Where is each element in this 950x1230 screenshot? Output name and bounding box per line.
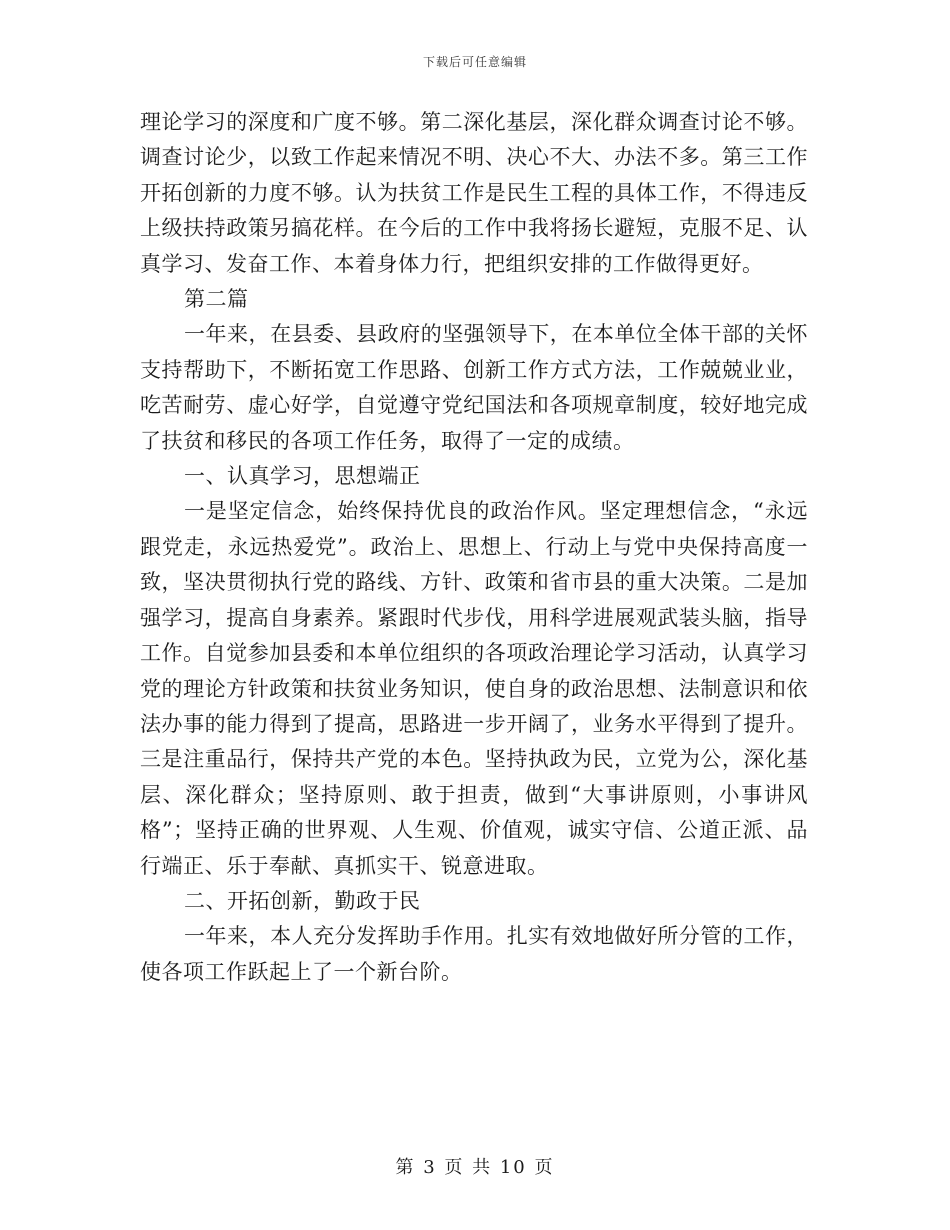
heading-innovation: 二、开拓创新，勤政于民	[184, 888, 421, 913]
section-title-part-two: 第二篇	[184, 287, 249, 312]
page-footer: 第 3 页 共 10 页	[395, 1157, 555, 1178]
paragraph-intro: 一年来，在县委、县政府的坚强领导下，在本单位全体干部的关怀支持帮助下，不断拓宽工作思路、创新工作方式方法，工作兢兢业业，吃苦耐劳、虚心好学，自觉遵守党纪国法和各项规章制度，较好地完成了扶贫和移民的各项工作任务，取得了一定的成绩。	[140, 322, 808, 453]
paragraph-study: 一是坚定信念，始终保持优良的政治作风。坚定理想信念，“永远跟党走，永远热爱党”。政治上、思想上、行动上与党中央保持高度一致，坚决贯彻执行党的路线、方针、政策和省市县的重大决策。二是加强学习，提高自身素养。紧跟时代步伐，用科学进展观武装头脑，指导工作。自觉参加县委和本单位组织的各项政治理论学习活动，认真学习党的理论方针政策和扶贫业务知识，使自身的政治思想、法制意识和依法办事的能力得到了提高，思路进一步开阔了，业务水平得到了提升。三是注重品行，保持共产党的本色。坚持执政为民，立党为公，深化基层、深化群众；坚持原则、敢于担责，做到“大事讲原则，小事讲风格”；坚持正确的世界观、人生观、价值观，诚实守信、公道正派、品行端正、乐于奉献、真抓实干、锐意进取。	[140, 499, 808, 878]
paragraph-innovation: 一年来，本人充分发挥助手作用。扎实有效地做好所分管的工作，使各项工作跃起上了一个新台阶。	[140, 924, 808, 984]
heading-study: 一、认真学习，思想端正	[184, 464, 421, 489]
page-header: 下载后可任意编辑	[422, 55, 527, 69]
paragraph-continuation: 理论学习的深度和广度不够。第二深化基层，深化群众调查讨论不够。调查讨论少，以致工作起来情况不明、决心不大、办法不多。第三工作开拓创新的力度不够。认为扶贫工作是民生工程的具体工作，不得违反上级扶持政策另搞花样。在今后的工作中我将扬长避短，克服不足、认真学习、发奋工作、本着身体力行，把组织安排的工作做得更好。	[140, 110, 808, 276]
document-body	[140, 105, 808, 990]
